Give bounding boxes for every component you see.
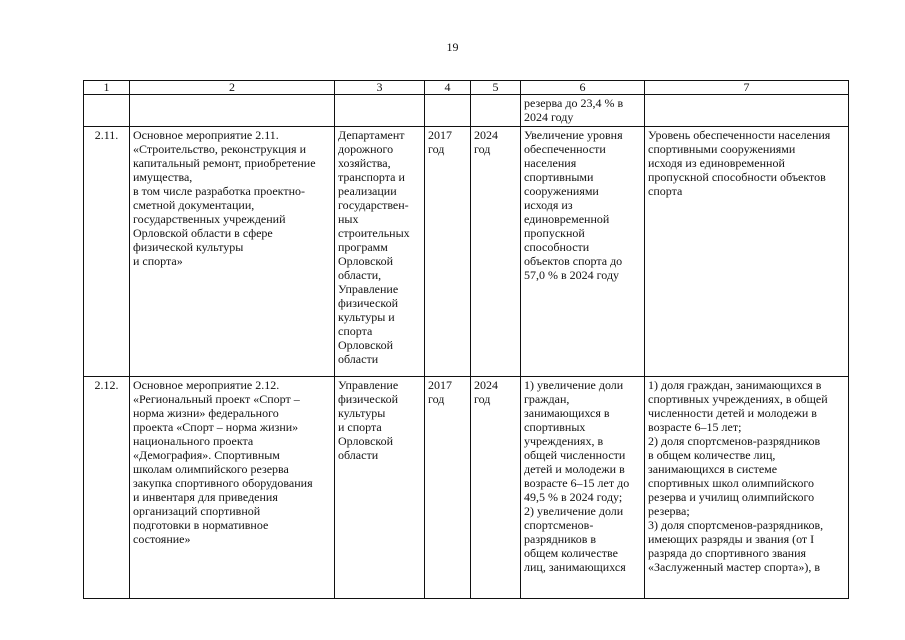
cell-expected-result: 1) увеличение доли граждан, занимающихся в спортивных учреждениях, в общей численности детей и молодежи в возрасте 6–15 лет до 49,5 % в 2024 году; 2) увеличение доли спортсменов- разрядников в общем количестве лиц, занимающихся (521, 377, 645, 599)
cell-end-year: 2024 год (471, 377, 521, 599)
cell-indicator: 1) доля граждан, занимающихся в спортивных учреждениях, в общей численности детей и молодежи в возрасте 6–15 лет; 2) доля спортсменов-разрядников в общем количестве лиц, занимающихся в системе спортивных школ олимпийского резерва и училищ олимпийского резерва; 3) доля спортсменов-разрядников, имеющих разряды и звания (от I разряда до спортивного звания «Заслуженный мастер спорта»), в (645, 377, 849, 599)
column-header: 1 (84, 81, 130, 95)
cell-executor: Департамент дорожного хозяйства, транспорта и реализации государствен- ных строительных программ Орловской области, Управление физической культуры и спорта Орловской области (335, 127, 425, 377)
column-header: 2 (130, 81, 335, 95)
column-header: 6 (521, 81, 645, 95)
cell-number (84, 95, 130, 127)
cell-measure: Основное мероприятие 2.11. «Строительство, реконструкция и капитальный ремонт, приобретение имущества, в том числе разработка проектно- сметной документации, государственных учреждений Орловской области в сфере физической культуры и спорта» (130, 127, 335, 377)
column-header: 7 (645, 81, 849, 95)
column-number-row (84, 81, 849, 95)
cell-indicator (645, 95, 849, 127)
column-header: 3 (335, 81, 425, 95)
cell-executor: Управление физической культуры и спорта Орловской области (335, 377, 425, 599)
cell-number: 2.12. (84, 377, 130, 599)
table-row-2-11 (84, 127, 849, 377)
cell-indicator: Уровень обеспеченности населения спортивными сооружениями исходя из единовременной пропускной способности объектов спорта (645, 127, 849, 377)
cell-end-year: 2024 год (471, 127, 521, 377)
cell-measure: Основное мероприятие 2.12. «Региональный проект «Спорт – норма жизни» федерального проекта «Спорт – норма жизни» национального проекта «Демография». Спортивным школам олимпийского резерва закупка спортивного оборудования и инвентаря для приведения организаций спортивной подготовки в нормативное состояние» (130, 377, 335, 599)
cell-start-year (425, 95, 471, 127)
cell-end-year (471, 95, 521, 127)
cell-expected-result: Увеличение уровня обеспеченности населения спортивными сооружениями исходя из единовременной пропускной способности объектов спорта до 57,0 % в 2024 году (521, 127, 645, 377)
page-number: 19 (446, 40, 459, 54)
cell-start-year: 2017 год (425, 127, 471, 377)
column-header: 5 (471, 81, 521, 95)
column-header: 4 (425, 81, 471, 95)
cell-expected-result: резерва до 23,4 % в 2024 году (521, 95, 645, 127)
cell-measure (130, 95, 335, 127)
program-measures-table (83, 80, 849, 599)
cell-number: 2.11. (84, 127, 130, 377)
table-row-2-12 (84, 377, 849, 599)
cell-start-year: 2017 год (425, 377, 471, 599)
table-row-continuation (84, 95, 849, 127)
cell-executor (335, 95, 425, 127)
